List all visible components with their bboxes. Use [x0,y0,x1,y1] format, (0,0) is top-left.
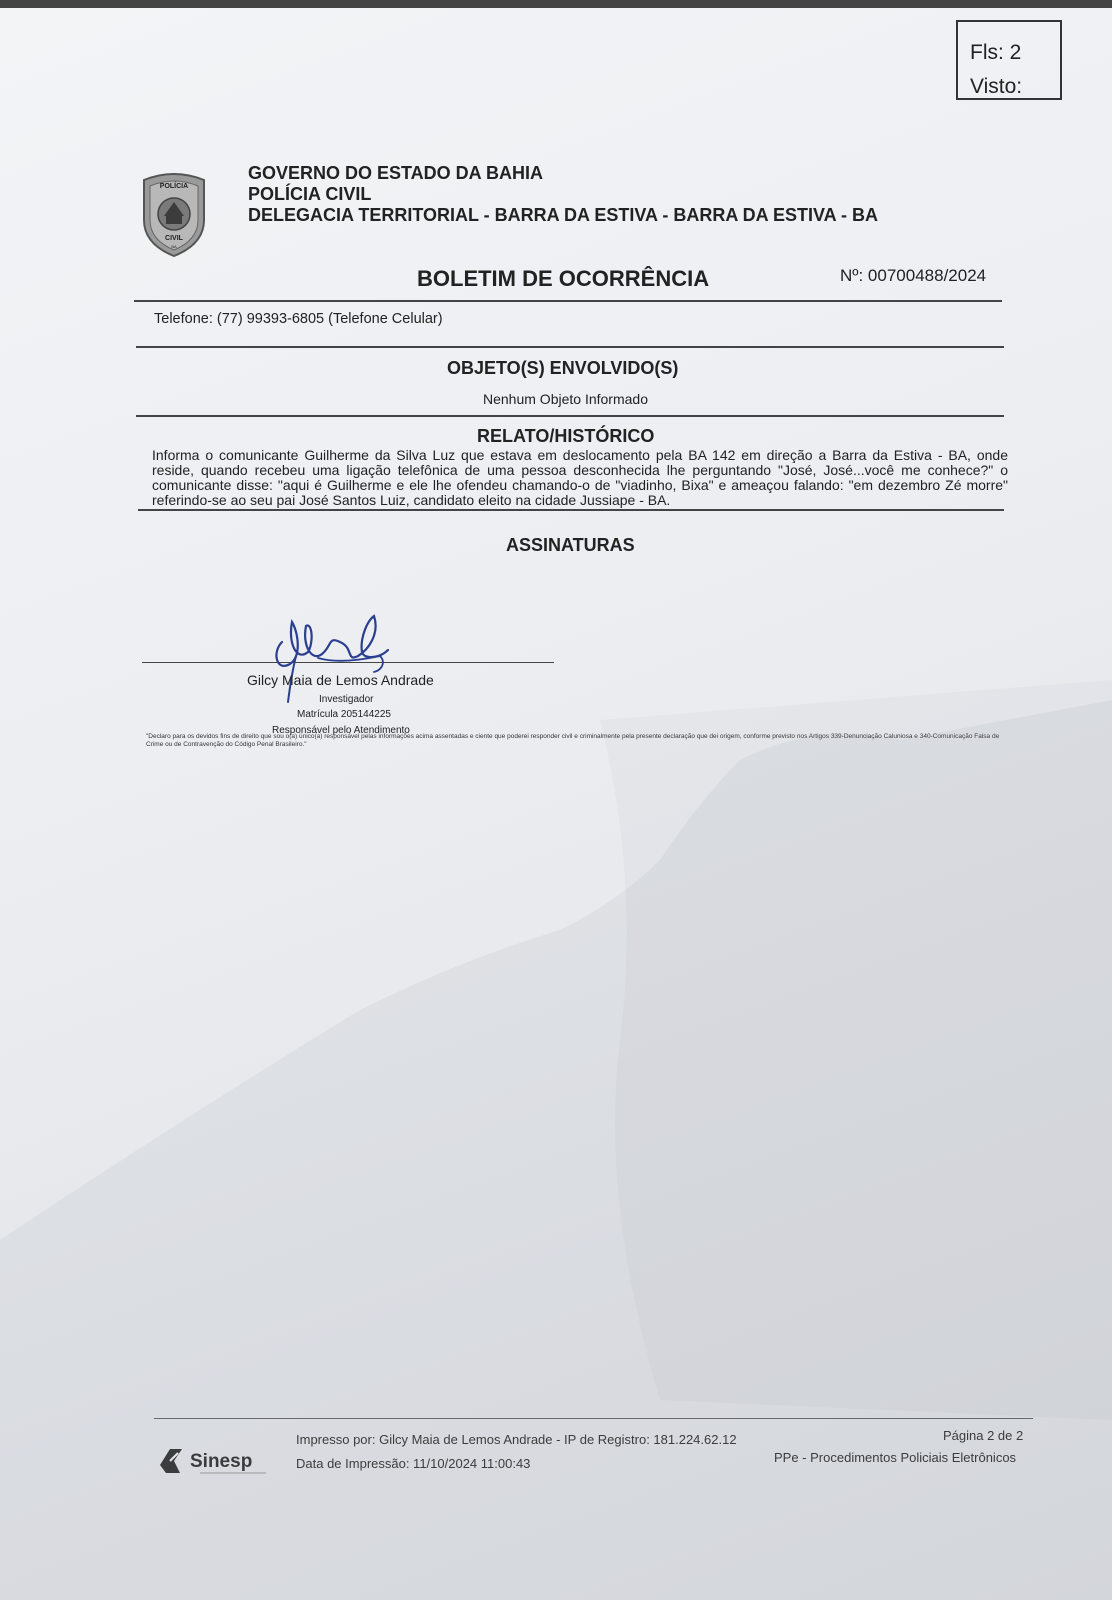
sinesp-logo-text: Sinesp [190,1451,253,1472]
header-police: POLÍCIA CIVIL [248,184,372,204]
report-title: RELATO/HISTÓRICO [477,426,655,446]
document-number: Nº: 00700488/2024 [840,266,987,285]
sinesp-logo [156,1443,270,1479]
system-name: PPe - Procedimentos Policiais Eletrônicos [774,1450,1017,1465]
divider [134,300,1002,302]
crest-top-text: POLÍCIA [159,183,189,190]
divider [136,415,1004,417]
signatures-title: ASSINATURAS [506,535,635,555]
police-crest-icon [138,170,210,258]
objects-title: OBJETO(S) ENVOLVIDO(S) [447,358,679,378]
fls-label: Fls: 2 [970,41,1022,64]
agency-header [248,163,878,226]
header-delegacia: DELEGACIA TERRITORIAL - BARRA DA ESTIVA - BARRA DA ESTIVA - BA [248,205,878,225]
page-number: Página 2 de 2 [943,1428,1024,1443]
legal-declaration: "Declaro para os devidos fins de direito que sou o(a) único(a) responsável pelas informações acima assentadas e ciente que poderei responder civil e criminalmente pela presente declaração que dei origem, conforme previsto nos Artigos 339-Denunciação Caluniosa e 340-Comunicação Falsa de Crime ou de Contravenção do Código Penal Brasileiro." [146,733,1000,748]
signer-name: Gilcy Maia de Lemos Andrade [247,672,434,688]
objects-value: Nenhum Objeto Informado [483,391,648,407]
visto-label: Visto: [970,75,1023,98]
header-government: GOVERNO DO ESTADO DA BAHIA [248,163,544,183]
scan-top-edge [0,0,1112,8]
footer-divider [154,1418,1033,1419]
fls-visto-box [956,20,1062,100]
signer-role: Investigador [319,694,374,705]
crest-state-text: BA [171,244,177,249]
phone-line: Telefone: (77) 99393-6805 (Telefone Celular) [154,311,443,327]
print-date: Data de Impressão: 11/10/2024 11:00:43 [296,1456,531,1471]
report-text: Informa o comunicante Guilherme da Silva Luz que estava em deslocamento pela BA 142 em direção a Barra da Estiva - BA, onde reside, quando recebeu uma ligação telefônica de uma pessoa desconhecida lhe perguntando "José, José...você me conhece?" o comunicante disse: "aqui é Guilherme e ele lhe ofendeu chamando-o de "viadinho, Bixa" e ameaçou falando: "em dezembro Zé morre" referindo-se ao seu pai José Santos Luiz, candidato eleito na cidade Jussiape - BA. [152,447,1008,508]
signer-responsibility: Responsável pelo Atendimento [272,725,410,736]
document-title: BOLETIM DE OCORRÊNCIA [417,266,710,291]
divider [136,346,1004,348]
crest-bottom-text: CIVIL [165,235,183,242]
signer-registration: Matrícula 205144225 [297,709,391,720]
printed-by: Impresso por: Gilcy Maia de Lemos Andrade - IP de Registro: 181.224.62.12 [296,1432,737,1447]
divider [138,509,1004,511]
